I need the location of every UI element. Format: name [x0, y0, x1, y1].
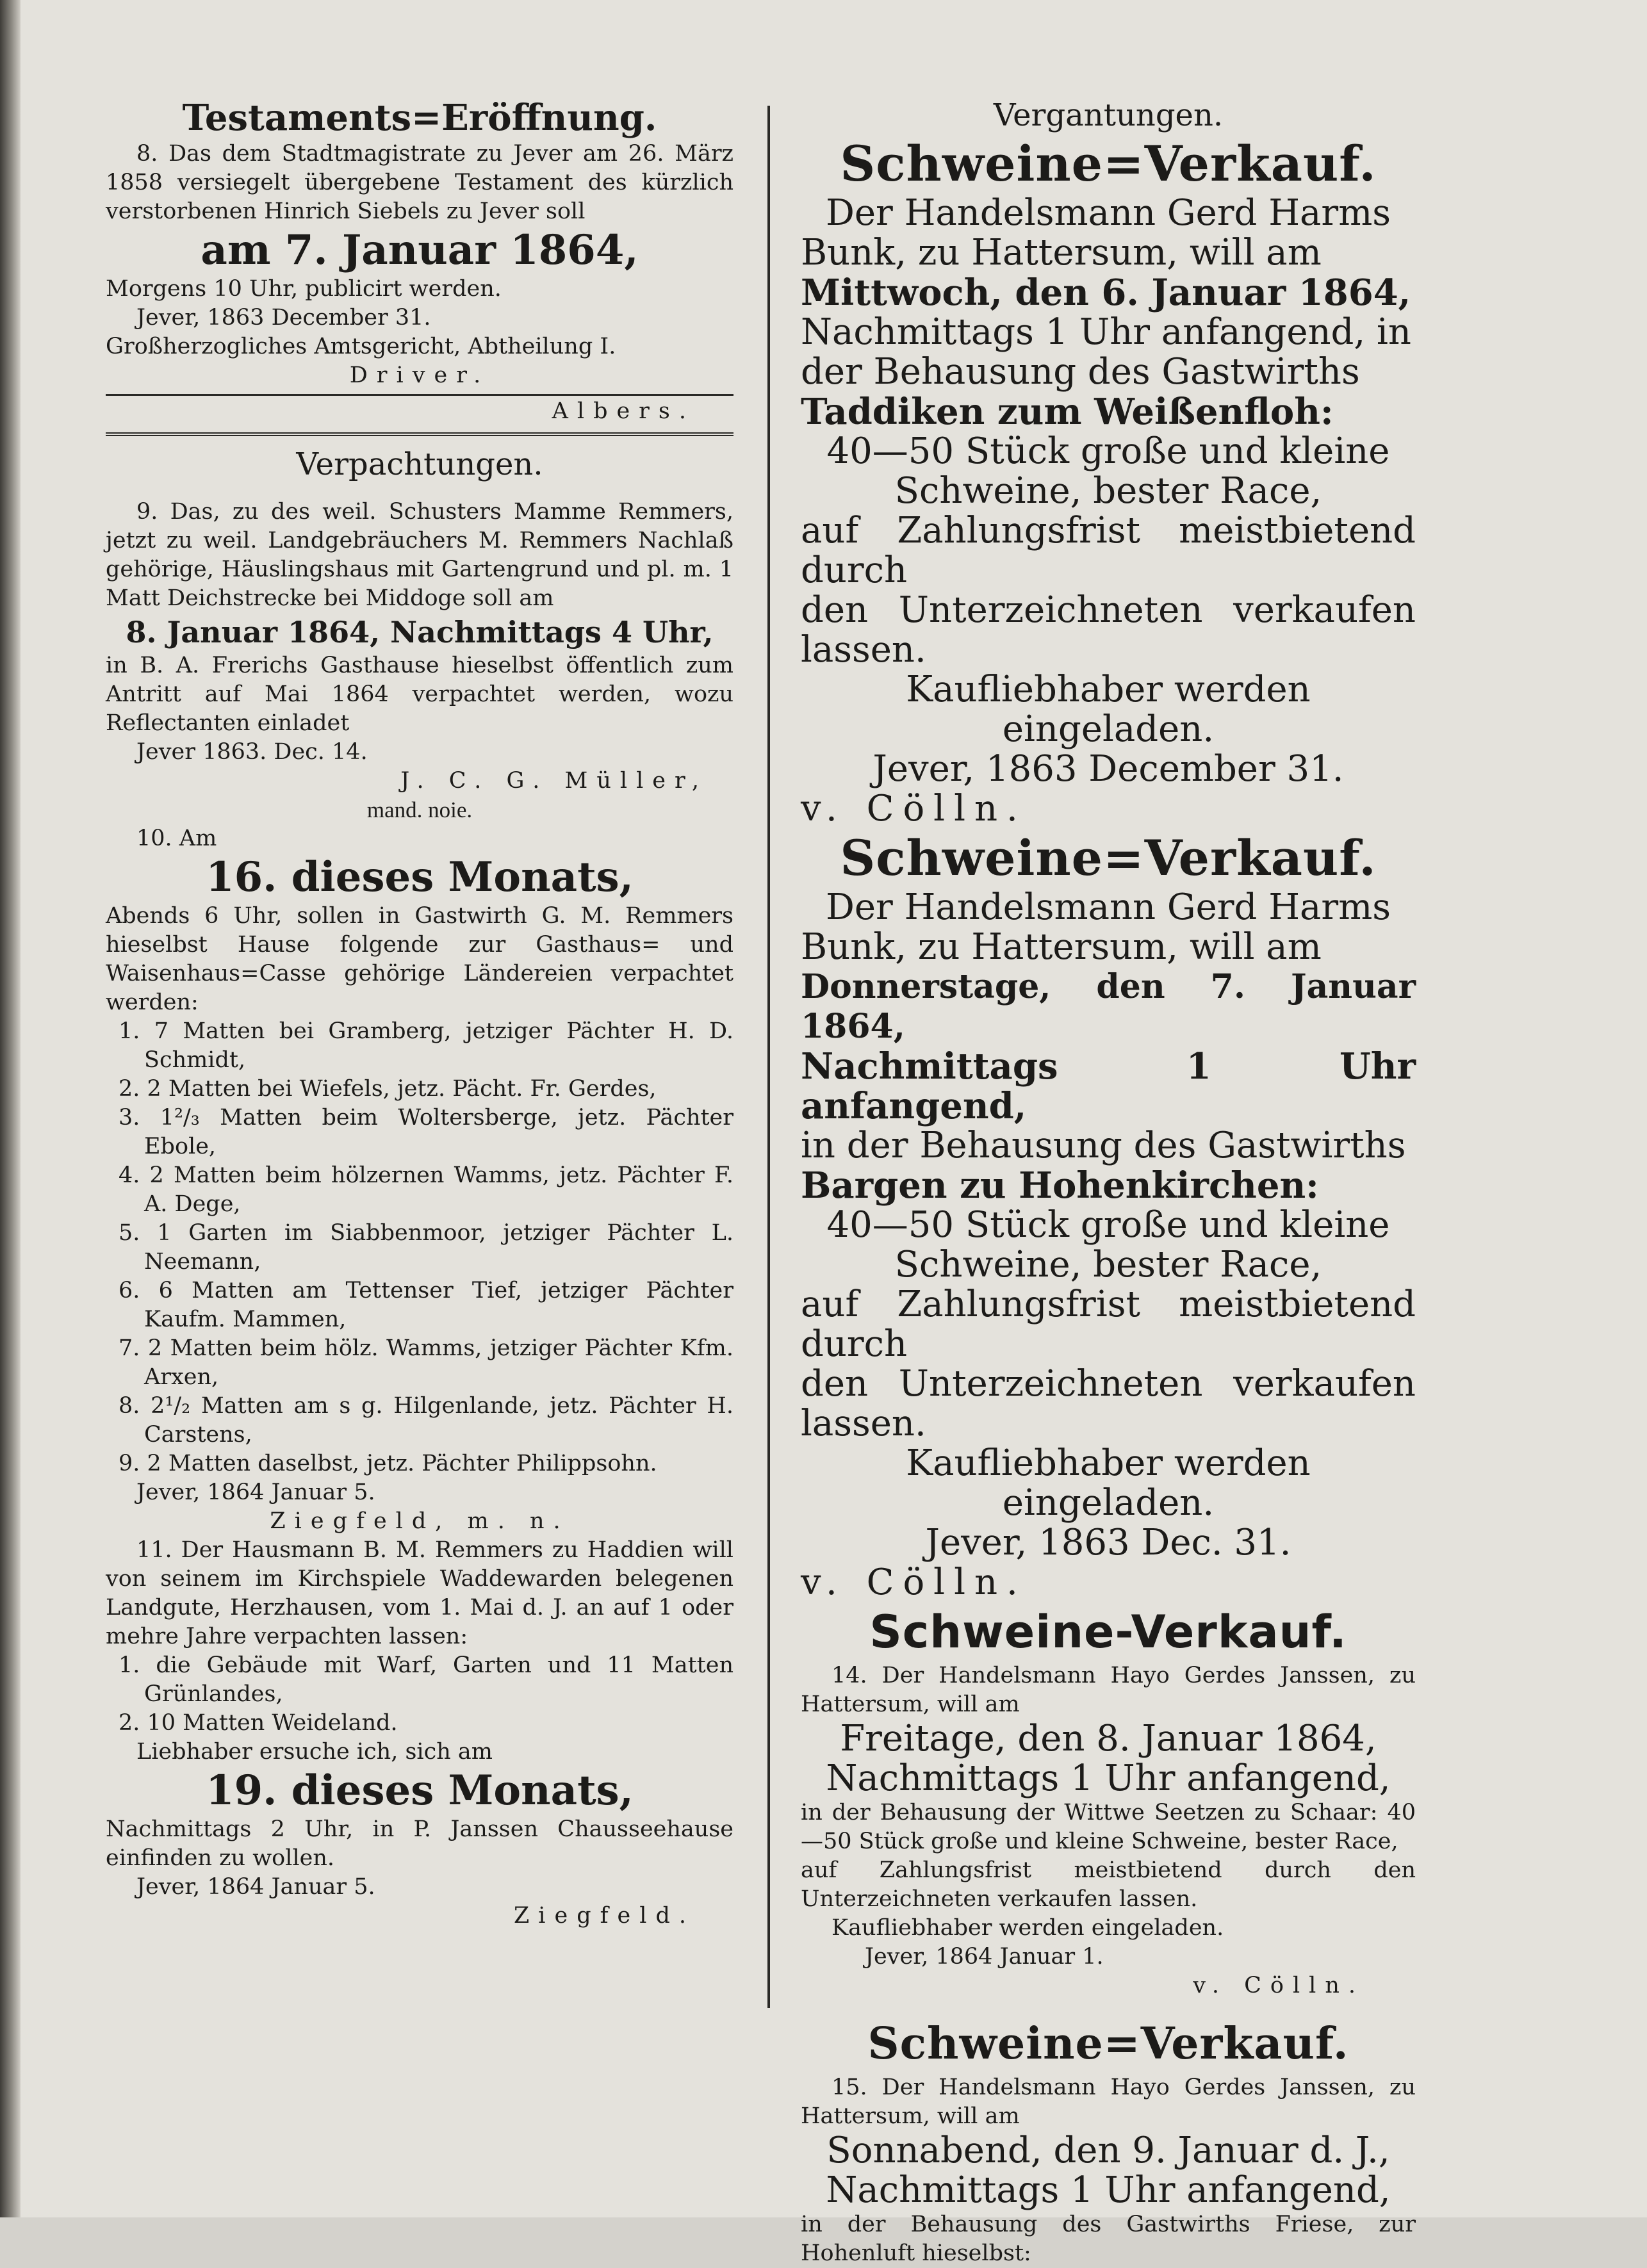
- left-column: [106, 96, 733, 1930]
- testament-body: 8. Das dem Stadtmagistrate zu Jever am 26. März 1858 versiegelt übergebene Testament des kürzlich verstorbenen Hinrich Siebels zu Jever soll: [106, 141, 733, 224]
- list-item: 8. 2¹/₂ Matten am s g. Hilgenlande, jetz. Pächter H. Carstens,: [119, 1393, 733, 1448]
- ad-2-line: 40—50 Stück große und kleine: [826, 1204, 1390, 1246]
- ad-2-line: Nachmittags 1 Uhr anfangend,: [801, 1045, 1416, 1127]
- notice-9-body: 9. Das, zu des weil. Schusters Mamme Remmers, jetzt zu weil. Landgebräuchers M. Remmers Nachlaß gehörige, Häuslingshaus mit Gartengrund und pl. m. 1 Matt Deichstrecke bei Middoge soll am: [106, 499, 733, 611]
- notice-10-signature: Ziegfeld, m. n.: [270, 1508, 569, 1534]
- ad-3-after: in der Behausung der Wittwe Seetzen zu Schaar: 40—50 Stück große und kleine Schweine, bester Race,: [801, 1800, 1416, 1854]
- vergantungen-heading: Vergantungen.: [993, 97, 1224, 133]
- list-item: 1. 7 Matten bei Gramberg, jetziger Pächter H. D. Schmidt,: [119, 1018, 733, 1073]
- column-divider: [767, 106, 770, 2008]
- ad-1-line: 40—50 Stück große und kleine: [826, 430, 1390, 472]
- ad-4-date: Sonnabend, den 9. Januar d. J.,: [826, 2130, 1390, 2171]
- notice-11-date: 19. dieses Monats,: [206, 1766, 634, 1815]
- notice-11-invite: Liebhaber ersuche ich, sich am: [136, 1739, 493, 1765]
- testament-heading: Testaments=Eröffnung.: [182, 97, 657, 139]
- notice-10-date: 16. dieses Monats,: [206, 853, 634, 901]
- ad-2-line: Der Handelsmann Gerd Harms: [825, 886, 1391, 928]
- ad-2-line: Bargen zu Hohenkirchen:: [801, 1164, 1319, 1207]
- testament-signature-1: Driver.: [349, 363, 490, 388]
- testament-place-date: Jever, 1863 December 31.: [136, 305, 431, 330]
- section-divider: [106, 432, 733, 437]
- ad-1-line: Taddiken zum Weißenfloh:: [801, 391, 1334, 433]
- ad-3-body: 14. Der Handelsmann Hayo Gerdes Janssen, zu Hattersum, will am: [801, 1663, 1416, 1717]
- ad-1-line: der Behausung des Gastwirths: [801, 351, 1360, 393]
- ad-1-line: Schweine, bester Race,: [894, 470, 1322, 512]
- ad-3-title: Schweine-Verkauf.: [869, 1606, 1347, 1658]
- ad-2-title: Schweine=Verkauf.: [840, 829, 1377, 886]
- ad-2-line: Jever, 1863 Dec. 31.: [925, 1522, 1291, 1563]
- ad-3-after-2: auf Zahlungsfrist meistbietend durch den Unterzeichneten verkaufen lassen.: [801, 1857, 1416, 1912]
- notice-11-after: Nachmittags 2 Uhr, in P. Janssen Chausseehause einfinden zu wollen.: [106, 1816, 733, 1871]
- list-item: 9. 2 Matten daselbst, jetz. Pächter Philippsohn.: [119, 1451, 657, 1476]
- right-column: [801, 96, 1416, 2268]
- list-item: 2. 2 Matten bei Wiefels, jetz. Pächt. Fr. Gerdes,: [119, 1076, 657, 1102]
- notice-10-place-date: Jever, 1864 Januar 5.: [136, 1480, 375, 1505]
- notice-9-signature: J. C. G. Müller,: [400, 768, 708, 794]
- list-item: 2. 10 Matten Weideland.: [119, 1710, 398, 1736]
- ad-4-after: in der Behausung des Gastwirths Friese, zur Hohenluft hieselbst:: [801, 2212, 1416, 2266]
- ad-2-line: in der Behausung des Gastwirths: [801, 1125, 1406, 1166]
- notice-10-intro: 10. Am: [136, 826, 217, 851]
- ad-1-title: Schweine=Verkauf.: [840, 135, 1377, 192]
- ad-1-signature: v. Cölln.: [801, 788, 1027, 829]
- ad-1-line: Jever, 1863 December 31.: [873, 748, 1344, 790]
- ad-1-line: den Unterzeichneten verkaufen lassen.: [801, 589, 1416, 671]
- ad-1-line: Bunk, zu Hattersum, will am: [801, 232, 1322, 273]
- ad-2-line: Schweine, bester Race,: [894, 1244, 1322, 1285]
- list-item: 5. 1 Garten im Siabbenmoor, jetziger Pächter L. Neemann,: [119, 1220, 733, 1275]
- list-item: 3. 1²/₃ Matten beim Woltersberge, jetz. Pächter Ebole,: [119, 1105, 733, 1159]
- notice-10-body: Abends 6 Uhr, sollen in Gastwirth G. M. Remmers hieselbst Hause folgende zur Gasthaus= und Waisenhaus=Casse gehörige Ländereien verpachtet werden:: [106, 903, 733, 1015]
- testament-after: Morgens 10 Uhr, publicirt werden.: [106, 276, 502, 302]
- ad-2-line: Donnerstage, den 7. Januar 1864,: [801, 967, 1416, 1046]
- ad-2-line: auf Zahlungsfrist meistbietend durch: [801, 1284, 1416, 1365]
- ad-3-place-date: Jever, 1864 Januar 1.: [865, 1944, 1104, 1970]
- ad-3-time: Nachmittags 1 Uhr anfangend,: [826, 1758, 1391, 1799]
- notice-11-list: [106, 1651, 733, 1738]
- list-item: 7. 2 Matten beim hölz. Wamms, jetziger Pächter Kfm. Arxen,: [119, 1335, 733, 1390]
- ad-1-line: auf Zahlungsfrist meistbietend durch: [801, 510, 1416, 591]
- notice-11-signature: Ziegfeld.: [513, 1903, 695, 1929]
- ad-4-body: 15. Der Handelsmann Hayo Gerdes Janssen, zu Hattersum, will am: [801, 2075, 1416, 2129]
- verpachtungen-heading: Verpachtungen.: [296, 446, 543, 482]
- ad-2-line: Kaufliebhaber werden eingeladen.: [906, 1442, 1311, 1524]
- testament-signature-2: Albers.: [552, 398, 695, 424]
- notice-11-place-date: Jever, 1864 Januar 5.: [136, 1874, 375, 1900]
- notice-10-list: [106, 1017, 733, 1478]
- notice-11-body: 11. Der Hausmann B. M. Remmers zu Haddien will von seinem im Kirchspiele Waddewarden belegenen Landgute, Herzhausen, vom 1. Mai d. J. an auf 1 oder mehre Jahre verpachten lassen:: [106, 1537, 733, 1649]
- ad-2-signature: v. Cölln.: [801, 1562, 1027, 1603]
- testament-date: am 7. Januar 1864,: [201, 226, 639, 274]
- list-item: 4. 2 Matten beim hölzernen Wamms, jetz. Pächter F. A. Dege,: [119, 1163, 733, 1217]
- ad-1-line: Mittwoch, den 6. Januar 1864,: [801, 272, 1411, 314]
- ad-4-title: Schweine=Verkauf.: [867, 2018, 1349, 2069]
- ad-1-line: Nachmittags 1 Uhr anfangend, in: [801, 311, 1411, 353]
- testament-authority: Großherzogliches Amtsgericht, Abtheilung I.: [106, 334, 616, 359]
- notice-9-signature-note: mand. noie.: [366, 797, 473, 822]
- divider: [106, 394, 733, 396]
- page-binding-edge: [0, 0, 20, 2217]
- ad-1-line: Der Handelsmann Gerd Harms: [825, 192, 1391, 234]
- ad-1-line: Kaufliebhaber werden eingeladen.: [906, 669, 1311, 750]
- ad-4-time: Nachmittags 1 Uhr anfangend,: [826, 2169, 1391, 2211]
- ad-3-signature: v. Cölln.: [1193, 1973, 1364, 1998]
- ad-3-invite: Kaufliebhaber werden eingeladen.: [832, 1915, 1224, 1941]
- ad-2-line: Bunk, zu Hattersum, will am: [801, 926, 1322, 968]
- ad-2-line: den Unterzeichneten verkaufen lassen.: [801, 1363, 1416, 1444]
- list-item: 1. die Gebäude mit Warf, Garten und 11 Matten Grünlandes,: [119, 1652, 733, 1707]
- list-item: 6. 6 Matten am Tettenser Tief, jetziger Pächter Kaufm. Mammen,: [119, 1278, 733, 1332]
- notice-9-place-date: Jever 1863. Dec. 14.: [136, 739, 368, 765]
- notice-9-date: 8. Januar 1864, Nachmittags 4 Uhr,: [126, 615, 714, 649]
- notice-9-after: in B. A. Frerichs Gasthause hieselbst öffentlich zum Antritt auf Mai 1864 verpachtet werden, wozu Reflectanten einladet: [106, 653, 733, 736]
- ad-3-date: Freitage, den 8. Januar 1864,: [840, 1718, 1377, 1759]
